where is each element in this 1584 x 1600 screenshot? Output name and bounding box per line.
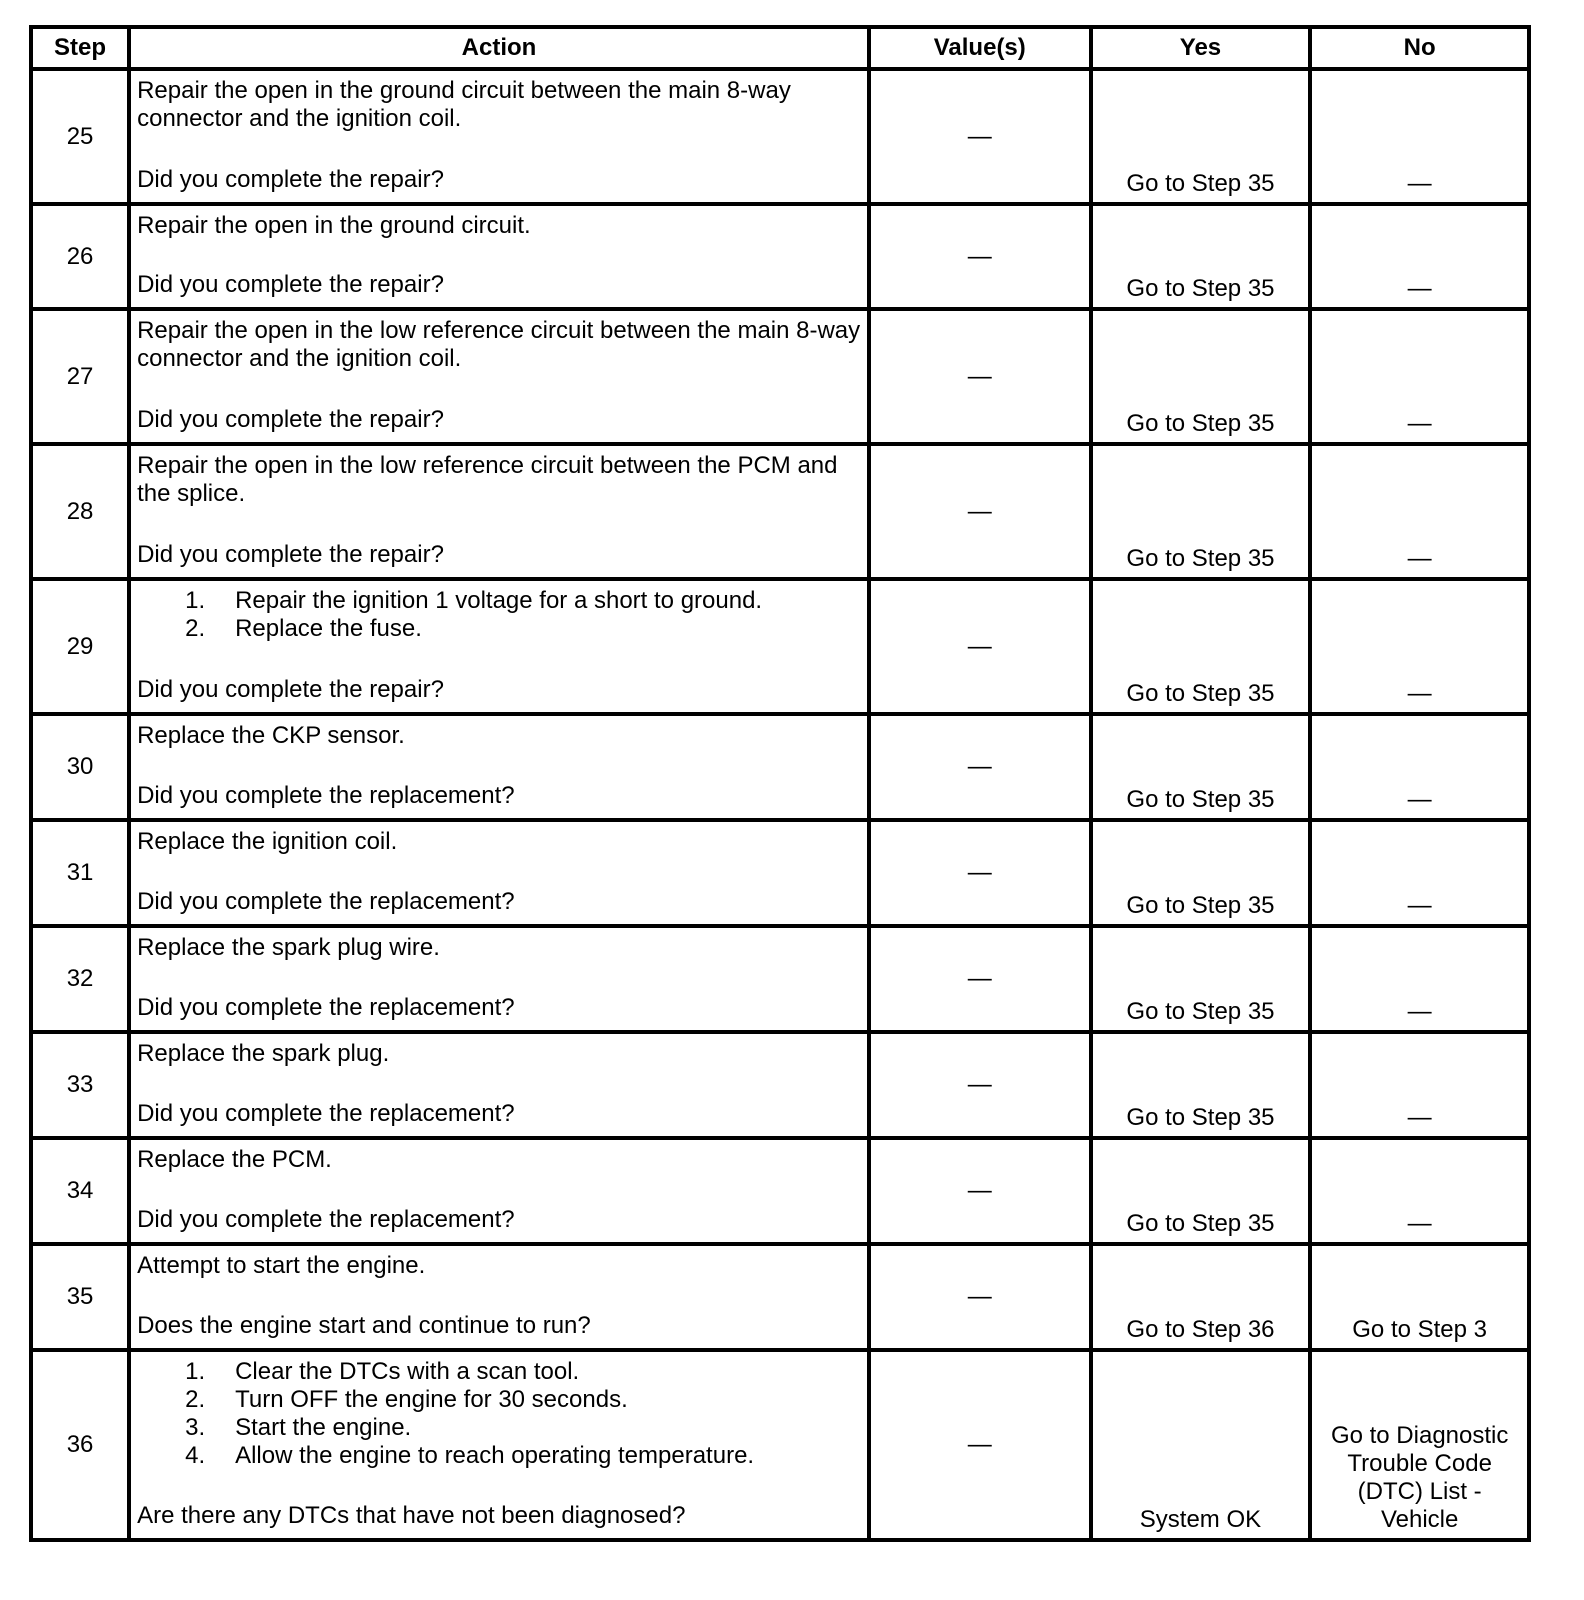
list-item [137,1414,861,1442]
action-question: Did you complete the repair? [137,541,444,568]
header-row [31,27,1529,69]
no-cell: — [1310,69,1529,204]
list-item-text: Clear the DTCs with a scan tool. [235,1358,580,1385]
action-question: Did you complete the replacement? [137,888,515,915]
yes-cell: Go to Step 35 [1091,204,1311,309]
values-cell: — [869,579,1091,714]
table-row [31,1138,1529,1244]
action-text: Repair the open in the low reference circuit between the main 8-way connector and the ignition coil. [137,317,861,372]
list-item-text: Turn OFF the engine for 30 seconds. [235,1386,628,1413]
list-item-number: 2. [185,615,206,642]
diagnostic-table [29,25,1531,1542]
action-cell [129,926,869,1032]
table-row [31,714,1529,820]
action-question: Did you complete the repair? [137,406,444,433]
action-cell [129,444,869,579]
no-cell: — [1310,579,1529,714]
table-row [31,820,1529,926]
list-item-number: 2. [185,1386,206,1413]
action-steps-list [137,587,861,643]
action-question: Did you complete the replacement? [137,1100,515,1127]
no-cell: — [1310,926,1529,1032]
list-item-number: 4. [185,1442,206,1469]
step-number: 32 [31,926,129,1032]
values-cell: — [869,444,1091,579]
values-cell: — [869,1244,1091,1350]
table-row [31,579,1529,714]
list-item-text: Start the engine. [235,1414,412,1441]
action-text: Attempt to start the engine. [137,1252,426,1279]
no-cell: — [1310,1138,1529,1244]
table-row [31,444,1529,579]
no-cell: — [1310,820,1529,926]
table-row [31,309,1529,444]
step-number: 27 [31,309,129,444]
action-text: Replace the ignition coil. [137,828,398,855]
yes-cell: Go to Step 35 [1091,309,1311,444]
yes-cell: Go to Step 35 [1091,1138,1311,1244]
yes-cell: Go to Step 35 [1091,714,1311,820]
list-item-text: Replace the fuse. [235,615,422,642]
list-item [137,1442,861,1470]
action-cell [129,309,869,444]
action-text: Replace the CKP sensor. [137,722,405,749]
values-cell: — [869,926,1091,1032]
table-row [31,204,1529,309]
yes-cell: Go to Step 36 [1091,1244,1311,1350]
values-cell: — [869,820,1091,926]
header-yes: Yes [1091,27,1311,69]
action-text: Replace the spark plug. [137,1040,390,1067]
action-cell [129,204,869,309]
step-number: 34 [31,1138,129,1244]
values-cell: — [869,1032,1091,1138]
list-item-text: Allow the engine to reach operating temperature. [235,1442,755,1469]
table-row [31,1350,1529,1540]
action-cell [129,1244,869,1350]
action-question: Does the engine start and continue to run? [137,1312,591,1339]
step-number: 30 [31,714,129,820]
list-item [137,587,861,615]
action-text: Repair the open in the ground circuit between the main 8-way connector and the ignition coil. [137,77,791,132]
step-number: 33 [31,1032,129,1138]
step-number: 26 [31,204,129,309]
action-cell [129,820,869,926]
header-step: Step [31,27,129,69]
step-number: 28 [31,444,129,579]
no-cell: Go to Diagnostic Trouble Code (DTC) List - Vehicle [1310,1350,1529,1540]
action-cell [129,1032,869,1138]
action-question: Did you complete the repair? [137,166,444,193]
list-item-text: Repair the ignition 1 voltage for a short to ground. [235,587,763,614]
header-values: Value(s) [869,27,1091,69]
values-cell: — [869,1138,1091,1244]
action-text: Repair the open in the low reference circuit between the PCM and the splice. [137,452,838,507]
action-text: Replace the spark plug wire. [137,934,440,961]
action-cell [129,714,869,820]
list-item [137,615,861,643]
action-cell [129,1350,869,1540]
list-item [137,1358,861,1386]
values-cell: — [869,1350,1091,1540]
action-cell [129,579,869,714]
header-action: Action [129,27,869,69]
no-cell: — [1310,444,1529,579]
yes-cell: Go to Step 35 [1091,579,1311,714]
no-cell: — [1310,309,1529,444]
values-cell: — [869,69,1091,204]
action-text: Replace the PCM. [137,1146,332,1173]
action-question: Did you complete the replacement? [137,782,515,809]
yes-cell: Go to Step 35 [1091,69,1311,204]
step-number: 29 [31,579,129,714]
list-item [137,1386,861,1414]
yes-cell: Go to Step 35 [1091,820,1311,926]
action-question: Did you complete the repair? [137,271,444,298]
values-cell: — [869,309,1091,444]
action-question: Did you complete the replacement? [137,994,515,1021]
action-text: Repair the open in the ground circuit. [137,212,531,239]
step-number: 31 [31,820,129,926]
list-item-number: 1. [185,1358,206,1385]
no-cell: — [1310,714,1529,820]
yes-cell: Go to Step 35 [1091,1032,1311,1138]
action-steps-list [137,1358,861,1470]
action-cell [129,1138,869,1244]
yes-cell: Go to Step 35 [1091,444,1311,579]
yes-cell: Go to Step 35 [1091,926,1311,1032]
no-cell: — [1310,1032,1529,1138]
yes-cell: System OK [1091,1350,1311,1540]
table-row [31,69,1529,204]
table-row [31,1244,1529,1350]
table-row [31,1032,1529,1138]
table-row [31,926,1529,1032]
no-cell: — [1310,204,1529,309]
step-number: 25 [31,69,129,204]
list-item-number: 1. [185,587,206,614]
action-question: Did you complete the replacement? [137,1206,515,1233]
values-cell: — [869,204,1091,309]
header-no: No [1310,27,1529,69]
step-number: 36 [31,1350,129,1540]
no-cell: Go to Step 3 [1310,1244,1529,1350]
action-question: Are there any DTCs that have not been diagnosed? [137,1502,686,1529]
values-cell: — [869,714,1091,820]
step-number: 35 [31,1244,129,1350]
action-question: Did you complete the repair? [137,676,444,703]
action-cell [129,69,869,204]
list-item-number: 3. [185,1414,206,1441]
